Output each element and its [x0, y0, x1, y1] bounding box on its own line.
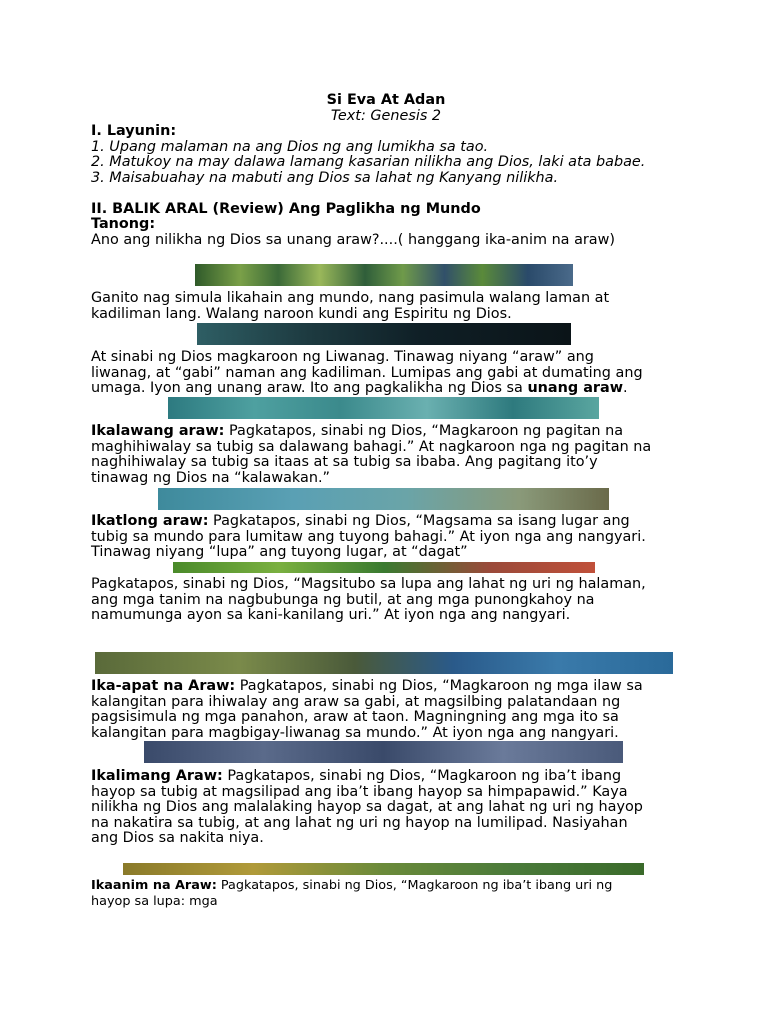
question-text: Ano ang nilikha ng Dios sa unang araw?....( hanggang ika-anim na araw): [91, 232, 616, 248]
review-heading: II. BALIK ARAL (Review) Ang Paglikha ng Mundo: [91, 201, 481, 217]
document-title: Si Eva At Adan: [326, 92, 446, 108]
paragraph-line: nilikha ng Dios ang malalaking hayop sa dagat, at ang lahat ng uri ng hayop: [91, 799, 643, 815]
paragraph-text: Pagkatapos, sinabi ng Dios, “Magkaroon ng iba’t ibang: [222, 768, 622, 784]
paragraph-line: [91, 878, 691, 894]
day1-paragraph: [91, 350, 691, 397]
paragraph-line: ang Dios sa nakita niya.: [91, 830, 264, 846]
paragraph-line: At sinabi ng Dios magkaroon ng Liwanag. Tinawag niyang “araw” ang: [91, 349, 594, 365]
paragraph-line: na nakatira sa tubig, at ang lahat ng uri ng hayop na lumilipad. Nasiyahan: [91, 814, 628, 831]
paragraph-line: kadiliman lang. Walang naroon kundi ang Espiritu ng Dios.: [91, 305, 512, 322]
paragraph-line: kalangitan para ihiwalay ang araw sa gabi, at magsilbing palatandaan ng: [91, 693, 621, 710]
day3-label: Ikatlong araw:: [91, 513, 209, 529]
paragraph-line: [91, 381, 691, 397]
paragraph-line: maghihiwalay sa tubig sa dalawang bahagi.” At nagkaroon nga ng pagitan na: [91, 438, 652, 455]
objective-item: 2. Matukoy na may dalawa lamang kasarian nilikha ang Dios, laki ata babae.: [91, 154, 646, 170]
illustration-strip: [195, 264, 573, 286]
illustration-strip: [173, 562, 595, 573]
day5-label: Ikalimang Araw:: [91, 768, 223, 784]
paragraph-line: hayop sa lupa: mga: [91, 894, 218, 909]
paragraph-line: tinawag ng Dios na “kalawakan.”: [91, 469, 330, 486]
paragraph-line: Pagkatapos, sinabi ng Dios, “Magsitubo sa lupa ang lahat ng uri ng halaman,: [91, 576, 646, 592]
paragraph-line: kalangitan para magbigay-liwanag sa mundo.” At iyon nga ang nangyari.: [91, 724, 619, 741]
day6-label: Ikaanim na Araw:: [91, 878, 217, 893]
objective-item: 1. Upang malaman na ang Dios ng ang lumikha sa tao.: [91, 139, 489, 155]
day2-paragraph: [91, 424, 691, 486]
day5-paragraph: [91, 769, 691, 847]
paragraph-text: umaga. Iyon ang unang araw. Ito ang pagkalikha ng Dios sa: [91, 380, 528, 396]
illustration-strip: [123, 863, 644, 875]
paragraph-line: ang mga tanim na nagbubunga ng butil, at ang mga punongkahoy na: [91, 591, 595, 608]
illustration-strip: [197, 323, 571, 345]
illustration-strip: [168, 397, 599, 419]
paragraph-text: .: [623, 380, 628, 396]
paragraph-text: Pagkatapos, sinabi ng Dios, “Magkaroon ng pagitan na: [224, 423, 624, 439]
paragraph-line: namumunga ayon sa kani-kanilang uri.” At iyon nga ang nangyari.: [91, 607, 571, 623]
day1-emphasis: unang araw: [527, 380, 624, 396]
paragraph-line: Tinawag niyang “lupa” ang tuyong lugar, at “dagat”: [91, 544, 468, 560]
day2-label: Ikalawang araw:: [91, 423, 225, 439]
paragraph-line: Ganito nag simula likahain ang mundo, nang pasimula walang laman at: [91, 290, 610, 306]
illustration-strip: [144, 741, 623, 763]
intro-paragraph: [91, 291, 691, 322]
paragraph-line: [91, 424, 691, 440]
objective-item: 3. Maisabuahay na mabuti ang Dios sa lahat ng Kanyang nilikha.: [91, 170, 559, 186]
day6-paragraph: [91, 878, 691, 910]
paragraph-line: hayop sa tubig at magsilipad ang iba’t ibang hayop sa himpapawid.” Kaya: [91, 783, 628, 800]
paragraph-text: Pagkatapos, sinabi ng Dios, “Magsama sa isang lugar ang: [208, 513, 630, 529]
paragraph-line: naghihiwalay sa tubig sa itaas at sa tubig sa ibaba. Ang pagitang ito’y: [91, 454, 598, 470]
layunin-heading: I. Layunin:: [91, 123, 177, 139]
paragraph-line: tubig sa mundo para lumitaw ang tuyong bahagi.” At iyon nga ang nangyari.: [91, 528, 646, 545]
plants-paragraph: [91, 577, 691, 624]
paragraph-line: pagsisimula ng mga panahon, araw at taon. Magningning ang mga ito sa: [91, 709, 619, 725]
paragraph-text: Pagkatapos, sinabi ng Dios, “Magkaroon ng mga ilaw sa: [235, 678, 643, 694]
paragraph-line: [91, 514, 691, 530]
paragraph-line: [91, 769, 691, 785]
tanong-label: Tanong:: [91, 216, 156, 232]
paragraph-line: [91, 679, 691, 695]
day3-paragraph: [91, 514, 691, 561]
illustration-strip: [95, 652, 673, 674]
document-subtitle: Text: Genesis 2: [330, 108, 442, 124]
illustration-strip: [158, 488, 609, 510]
day4-label: Ika-apat na Araw:: [91, 678, 236, 694]
day4-paragraph: [91, 679, 691, 741]
paragraph-line: liwanag, at “gabi” naman ang kadiliman. Lumipas ang gabi at dumating ang: [91, 364, 643, 381]
paragraph-text: Pagkatapos, sinabi ng Dios, “Magkaroon ng iba’t ibang uri ng: [216, 878, 613, 893]
